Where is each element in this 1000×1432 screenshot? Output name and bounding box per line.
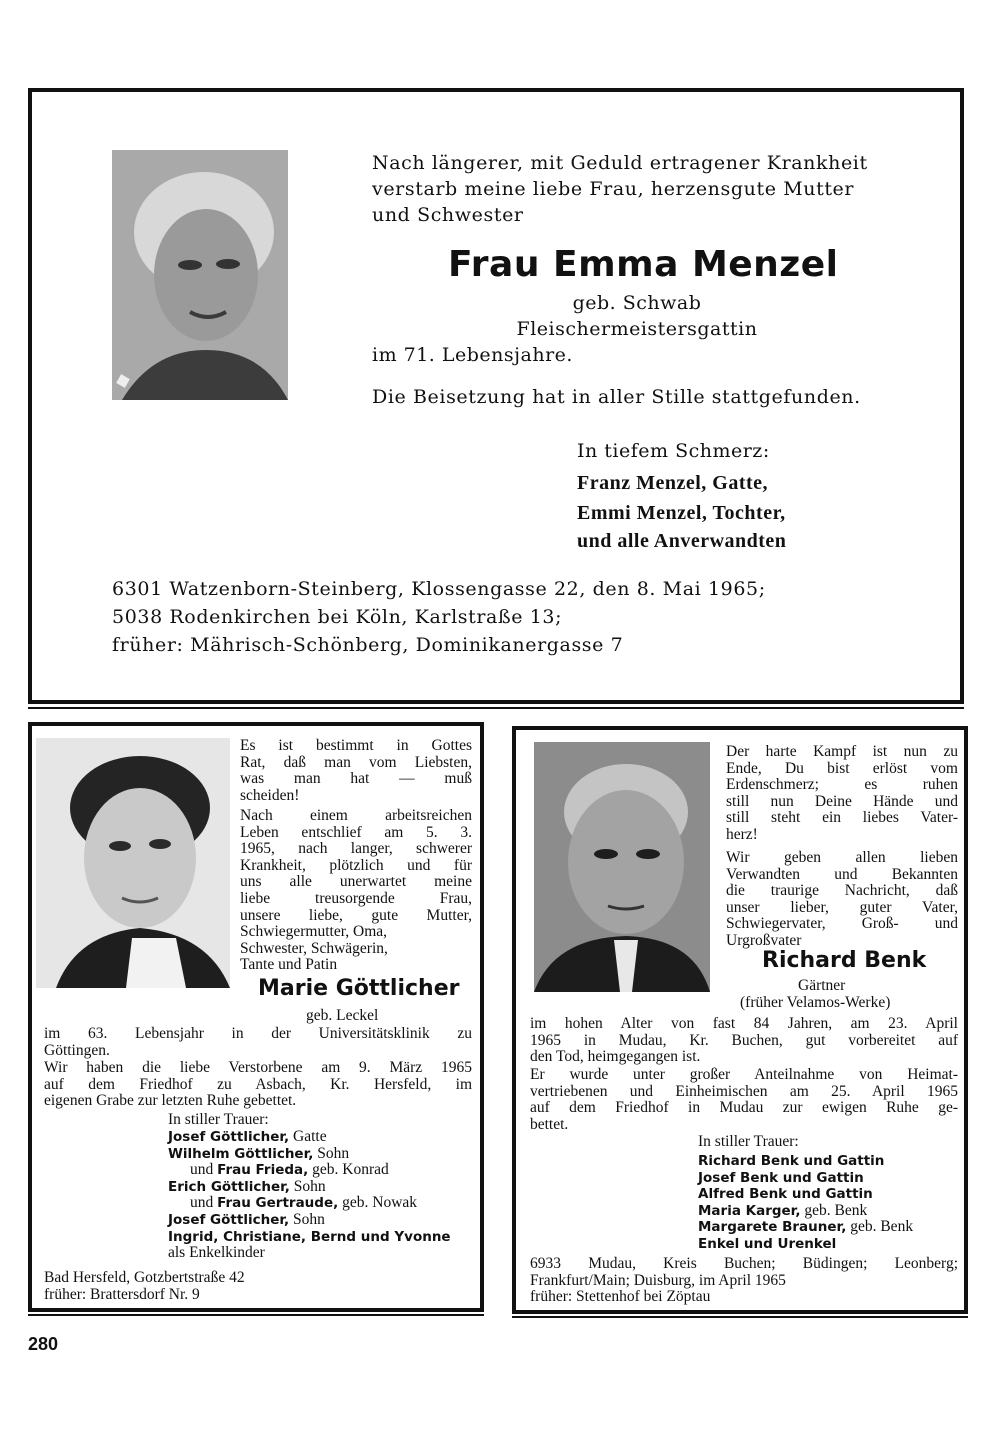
mourner-line: und Frau Gertraude, geb. Nowak bbox=[190, 1194, 418, 1212]
body-line: die traurige Nachricht, daß bbox=[726, 882, 958, 900]
verse-line: Erdenschmerz; es ruhen bbox=[726, 776, 958, 794]
death-details-line: Göttingen. bbox=[44, 1041, 110, 1059]
body-line: Urgroßvater bbox=[726, 931, 802, 949]
burial-line: vertriebenen und Einheimischen am 25. April 1965 bbox=[530, 1082, 958, 1100]
mourning-heading: In stiller Trauer: bbox=[168, 1111, 269, 1128]
death-details-line: 1965 in Mudau, Kr. Buchen, gut vorbereitet auf bbox=[530, 1031, 958, 1049]
mourner-line: Alfred Benk und Gattin bbox=[698, 1186, 873, 1203]
burial-line: Er wurde unter großer Anteilnahme von Heimat- bbox=[530, 1066, 958, 1083]
mourner-line: Josef Göttlicher, Sohn bbox=[168, 1210, 325, 1228]
mourner-line: Ingrid, Christiane, Bernd und Yvonne bbox=[168, 1228, 451, 1245]
mourner-line: Margarete Brauner, geb. Benk bbox=[698, 1218, 914, 1236]
verse-text bbox=[240, 738, 472, 804]
verse-line: scheiden! bbox=[240, 786, 300, 804]
death-details-line: im hohen Alter von fast 84 Jahren, am 23. April bbox=[530, 1015, 958, 1032]
intro-line: verstarb meine liebe Frau, herzensgute Mutter bbox=[372, 178, 855, 200]
mourner-line: Richard Benk und Gattin bbox=[698, 1153, 885, 1169]
burial-text: Die Beisetzung hat in aller Stille stattgefunden. bbox=[372, 386, 861, 408]
mourner-line: Josef Benk und Gattin bbox=[698, 1169, 864, 1186]
age-text: im 71. Lebensjahre. bbox=[372, 344, 573, 366]
employer: (früher Velamos-Werke) bbox=[740, 994, 891, 1011]
mourner-line: Maria Karger, geb. Benk bbox=[698, 1201, 868, 1219]
death-details bbox=[530, 1016, 958, 1066]
page-number: 280 bbox=[28, 1334, 59, 1354]
portrait-photo-emma-menzel bbox=[112, 150, 288, 400]
verse-line: was man hat — muß bbox=[240, 770, 472, 788]
body-line: Schwiegervater, Groß- und bbox=[726, 915, 958, 933]
verse-line: Der harte Kampf ist nun zu bbox=[726, 743, 958, 760]
address-line: früher: Mährisch-Schönberg, Dominikanergasse 7 bbox=[112, 634, 624, 656]
death-details-line: im 63. Lebensjahr in der Universitätsklinik zu bbox=[44, 1025, 472, 1042]
mourner-line: und Frau Frieda, geb. Konrad bbox=[190, 1161, 389, 1179]
verse-line: Es ist bestimmt in Gottes bbox=[240, 737, 472, 754]
portrait-photo-marie-goettlicher bbox=[36, 738, 230, 988]
mourner-line: Enkel und Urenkel bbox=[698, 1235, 837, 1252]
body-line: liebe treusorgende Frau, bbox=[240, 889, 472, 907]
mourner-line: Erich Göttlicher, Sohn bbox=[168, 1177, 326, 1195]
mourner-line: und alle Anverwandten bbox=[577, 530, 787, 552]
deceased-name: Frau Emma Menzel bbox=[448, 244, 839, 285]
address-line: Bad Hersfeld, Gotzbertstraße 42 bbox=[44, 1269, 245, 1286]
verse-line: Rat, daß man vom Liebsten, bbox=[240, 753, 472, 771]
obituary-notice-marie-goettlicher bbox=[28, 722, 484, 1312]
burial-line: bettet. bbox=[530, 1115, 569, 1133]
body-line: Leben entschlief am 5. 3. bbox=[240, 823, 472, 841]
intro-line: und Schwester bbox=[372, 204, 524, 226]
mourners-list bbox=[698, 1153, 958, 1253]
mourning-heading: In stiller Trauer: bbox=[698, 1133, 799, 1150]
body-text bbox=[726, 850, 958, 950]
mourner-line: Wilhelm Göttlicher, Sohn bbox=[168, 1144, 350, 1162]
verse-line: herz! bbox=[726, 825, 758, 843]
address-block bbox=[530, 1256, 958, 1306]
deceased-name: Marie Göttlicher bbox=[258, 976, 460, 1001]
body-line: Schwester, Schwägerin, bbox=[240, 939, 388, 957]
address-line: früher: Stettenhof bei Zöptau bbox=[530, 1288, 711, 1306]
address-line: früher: Brattersdorf Nr. 9 bbox=[44, 1285, 200, 1303]
body-line: unsere liebe, gute Mutter, bbox=[240, 906, 472, 924]
occupation: Gärtner bbox=[798, 977, 846, 994]
mourning-heading: In tiefem Schmerz: bbox=[577, 440, 770, 462]
death-details-line: den Tod, heimgegangen ist. bbox=[530, 1048, 701, 1066]
burial-text bbox=[44, 1060, 472, 1110]
address-line: 6933 Mudau, Kreis Buchen; Büdingen; Leonberg; bbox=[530, 1255, 958, 1272]
mourner-line: Emmi Menzel, Tochter, bbox=[577, 502, 786, 524]
body-line: Nach einem arbeitsreichen bbox=[240, 807, 472, 824]
burial-line: auf dem Friedhof zu Asbach, Kr. Hersfeld, im bbox=[44, 1075, 472, 1093]
mourner-line: als Enkelkinder bbox=[168, 1244, 265, 1262]
body-line: Krankheit, plötzlich und für bbox=[240, 856, 472, 874]
maiden-name: geb. Schwab bbox=[572, 292, 702, 314]
body-line: unser lieber, guter Vater, bbox=[726, 898, 958, 916]
mourner-line: Josef Göttlicher, Gatte bbox=[168, 1128, 327, 1145]
intro-text bbox=[372, 150, 912, 228]
portrait-photo-richard-benk bbox=[534, 742, 710, 992]
body-line: Wir geben allen lieben bbox=[726, 849, 958, 866]
occupation: Fleischermeistersgattin bbox=[516, 318, 758, 340]
burial-line: Wir haben die liebe Verstorbene am 9. März 1965 bbox=[44, 1059, 472, 1076]
death-details bbox=[44, 1026, 472, 1059]
body-line: Schwiegermutter, Oma, bbox=[240, 923, 388, 941]
main-obituary-notice bbox=[28, 88, 964, 704]
body-text bbox=[240, 808, 472, 974]
burial-line: eigenen Grabe zur letzten Ruhe gebettet. bbox=[44, 1092, 297, 1110]
verse-line: Ende, Du bist erlöst vom bbox=[726, 759, 958, 777]
burial-text bbox=[530, 1067, 958, 1133]
verse-line: still steht ein liebes Vater- bbox=[726, 809, 958, 827]
obituary-notice-richard-benk bbox=[512, 726, 968, 1314]
body-line: uns alle unerwartet meine bbox=[240, 873, 472, 891]
body-line: Tante und Patin bbox=[240, 956, 338, 974]
deceased-name: Richard Benk bbox=[762, 948, 927, 973]
verse-text bbox=[726, 744, 958, 844]
address-line: 6301 Watzenborn-Steinberg, Klossengasse 22, den 8. Mai 1965; bbox=[112, 578, 766, 600]
intro-line: Nach längerer, mit Geduld ertragener Krankheit bbox=[372, 152, 868, 174]
body-line: Verwandten und Bekannten bbox=[726, 865, 958, 883]
address-block bbox=[44, 1270, 245, 1303]
verse-line: still nun Deine Hände und bbox=[726, 792, 958, 810]
address-line: Frankfurt/Main; Duisburg, im April 1965 bbox=[530, 1271, 786, 1289]
mourners-list bbox=[168, 1129, 468, 1262]
body-line: 1965, nach langer, schwerer bbox=[240, 840, 472, 858]
mourner-line: Franz Menzel, Gatte, bbox=[577, 472, 769, 494]
burial-line: auf dem Friedhof in Mudau zur ewigen Ruhe ge- bbox=[530, 1099, 958, 1117]
maiden-name: geb. Leckel bbox=[306, 1007, 379, 1024]
address-line: 5038 Rodenkirchen bei Köln, Karlstraße 13; bbox=[112, 606, 563, 628]
